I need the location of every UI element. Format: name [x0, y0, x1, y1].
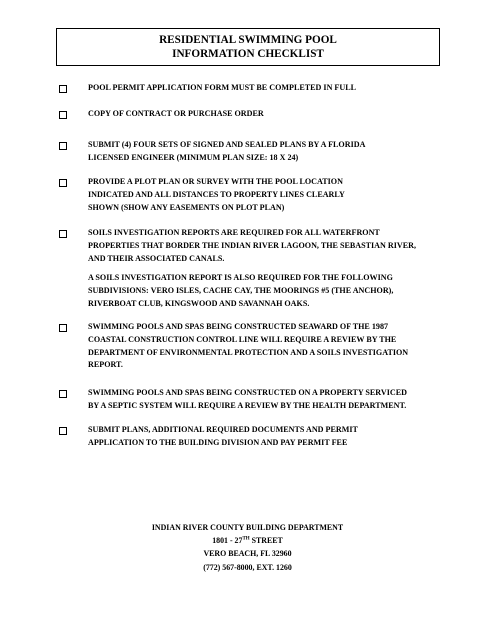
title-line-1: RESIDENTIAL SWIMMING POOL [159, 34, 337, 46]
item-text-line: SUBMIT (4) FOUR SETS OF SIGNED AND SEALED PLANS BY A FLORIDA [88, 140, 366, 149]
title-box [56, 28, 440, 66]
item-text: COPY OF CONTRACT OR PURCHASE ORDER [88, 109, 264, 118]
item-text-line: SWIMMING POOLS AND SPAS BEING CONSTRUCTED ON A PROPERTY SERVICED [88, 388, 407, 397]
item-text-line: COASTAL CONSTRUCTION CONTROL LINE WILL REQUIRE A REVIEW BY THE [88, 334, 397, 344]
item-text-line: REPORT. [88, 360, 123, 370]
item-text-line: PROVIDE A PLOT PLAN OR SURVEY WITH THE POOL LOCATION [88, 177, 343, 186]
phone-number: (772) 567-8000, EXT. 1260 [203, 562, 292, 572]
item-text-line: LICENSED ENGINEER (MINIMUM PLAN SIZE: 18 X 24) [88, 152, 299, 162]
street-address: 1801 - 27TH STREET [212, 536, 283, 546]
title-line-2: INFORMATION CHECKLIST [172, 48, 324, 60]
item-text-line: SOILS INVESTIGATION REPORTS ARE REQUIRED FOR ALL WATERFRONT [88, 228, 380, 237]
item-text-line: INDICATED AND ALL DISTANCES TO PROPERTY LINES CLEARLY [88, 189, 345, 199]
department-name: INDIAN RIVER COUNTY BUILDING DEPARTMENT [151, 523, 344, 532]
checkbox[interactable] [59, 390, 67, 398]
item-text-line: SUBDIVISIONS: VERO ISLES, CACHE CAY, THE MOORINGS #5 (THE ANCHOR), [88, 285, 394, 295]
item-text-line: DEPARTMENT OF ENVIRONMENTAL PROTECTION AND A SOILS INVESTIGATION [88, 347, 409, 357]
checkbox[interactable] [59, 85, 67, 93]
city-state-zip: VERO BEACH, FL 32960 [203, 549, 292, 559]
item-text-line: PROPERTIES THAT BORDER THE INDIAN RIVER LAGOON, THE SEBASTIAN RIVER, [88, 240, 416, 250]
item-text-line: AND THEIR ASSOCIATED CANALS. [88, 253, 225, 263]
item-text-line: A SOILS INVESTIGATION REPORT IS ALSO REQUIRED FOR THE FOLLOWING [88, 273, 393, 282]
item-text-line: SUBMIT PLANS, ADDITIONAL REQUIRED DOCUMENTS AND PERMIT [88, 425, 358, 434]
item-text-line: SWIMMING POOLS AND SPAS BEING CONSTRUCTED SEAWARD OF THE 1987 [88, 322, 389, 331]
checkbox[interactable] [59, 427, 67, 435]
item-text-line: APPLICATION TO THE BUILDING DIVISION AND PAY PERMIT FEE [88, 437, 348, 447]
item-text-line: BY A SEPTIC SYSTEM WILL REQUIRE A REVIEW BY THE HEALTH DEPARTMENT. [88, 400, 407, 410]
checkbox[interactable] [59, 179, 67, 187]
item-text-line: SHOWN (SHOW ANY EASEMENTS ON PLOT PLAN) [88, 202, 285, 212]
checkbox[interactable] [59, 142, 67, 150]
footer-address [0, 521, 495, 574]
checkbox[interactable] [59, 230, 67, 238]
checkbox[interactable] [59, 111, 67, 119]
item-text-line: RIVERBOAT CLUB, KINGSWOOD AND SAVANNAH OAKS. [88, 298, 310, 308]
item-text: POOL PERMIT APPLICATION FORM MUST BE COMPLETED IN FULL [88, 83, 357, 92]
checkbox[interactable] [59, 324, 67, 332]
item-extra-paragraph [88, 272, 488, 310]
